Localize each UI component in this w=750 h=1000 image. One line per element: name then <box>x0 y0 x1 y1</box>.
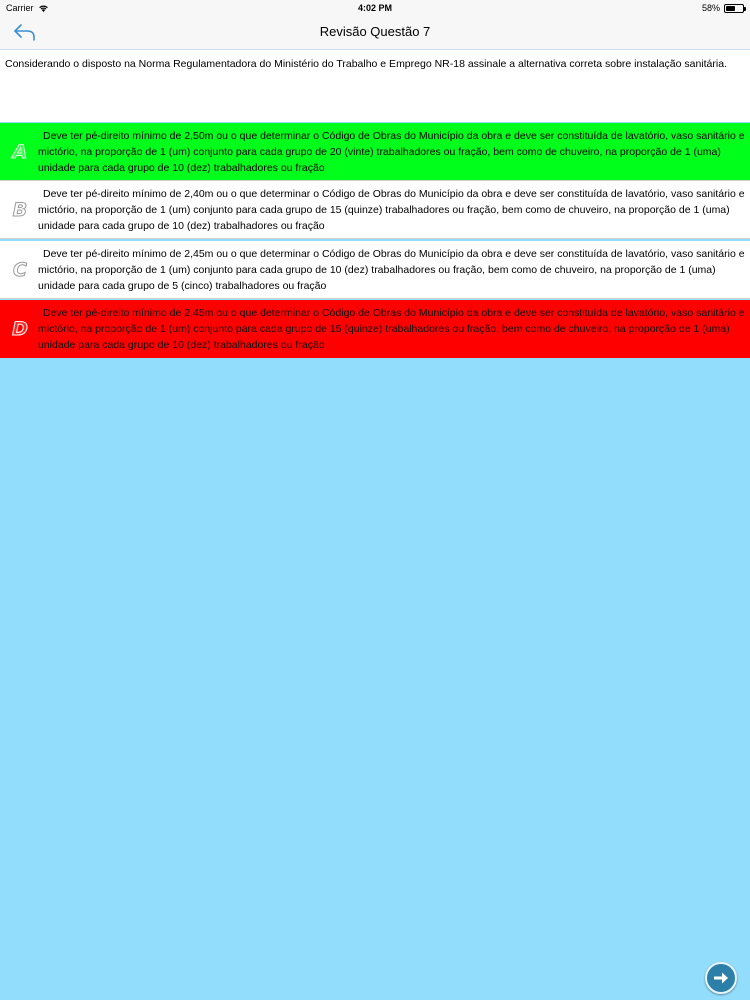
status-bar <box>0 0 750 16</box>
page-title: Revisão Questão 7 <box>319 24 431 39</box>
battery-group <box>702 3 744 13</box>
option-text-c: Deve ter pé-direito mínimo de 2,45m ou o que determinar o Código de Obras do Município da obra e deve ser constituída de lavatório, vaso sanitário e mictório, na proporção de 1 (um) conjunto para cada grupo de 10 (dez) trabalhadores ou fração, bem como de chuveiro, na proporção de 1 (uma) unidade para cada grupo de 5 (cinco) trabalhadores ou fração <box>38 248 745 292</box>
next-button[interactable] <box>705 962 737 994</box>
option-letter-d: D <box>12 318 28 340</box>
answer-option-d[interactable] <box>0 300 750 358</box>
option-letter-a: A <box>12 141 28 163</box>
option-text-b: Deve ter pé-direito mínimo de 2,40m ou o que determinar o Código de Obras do Município da obra e deve ser constituída de lavatório, vaso sanitário e mictório, na proporção de 1 (um) conjunto para cada grupo de 15 (quinze) trabalhadores ou fração, bem como de chuveiro, na proporção de 1 (uma) unidade para cada grupo de 10 (dez) trabalhadores ou fração <box>38 188 745 232</box>
question-text: Considerando o disposto na Norma Regulamentadora do Ministério do Trabalho e Emprego NR-18 assinale a alternativa correta sobre instalação sanitária. <box>0 50 750 122</box>
battery-icon <box>724 4 744 13</box>
carrier-label: Carrier <box>6 3 34 13</box>
battery-percent: 58% <box>701 3 720 13</box>
answer-option-c[interactable] <box>0 241 750 299</box>
option-text-a: Deve ter pé-direito mínimo de 2,50m ou o que determinar o Código de Obras do Município da obra e deve ser constituída de lavatório, vaso sanitário e mictório, na proporção de 1 (um) conjunto para cada grupo de 20 (vinte) trabalhadores ou fração, bem como de chuveiro, na proporção de 1 (uma) unidade para cada grupo de 10 (dez) trabalhadores ou fração <box>38 130 745 174</box>
battery-tip <box>744 7 746 11</box>
option-letter-c: C <box>13 259 27 281</box>
answer-option-b[interactable] <box>0 181 750 239</box>
battery-level-fill <box>726 6 735 11</box>
next-arrow-icon[interactable] <box>711 968 731 988</box>
option-letter-b: B <box>12 199 28 221</box>
option-text-d: Deve ter pé-direito mínimo de 2,45m ou o que determinar o Código de Obras do Município da obra e deve ser constituída de lavatório, vaso sanitário e mictório, na proporção de 1 (um) conjunto para cada grupo de 15 (quinze) trabalhadores ou fração, bem como de chuveiro, na proporção de 1 (uma) unidade para cada grupo de 10 (dez) trabalhadores ou fração <box>38 307 745 351</box>
answer-option-a[interactable] <box>0 123 750 181</box>
navigation-bar <box>0 16 750 50</box>
clock: 4:02 PM <box>357 3 392 13</box>
